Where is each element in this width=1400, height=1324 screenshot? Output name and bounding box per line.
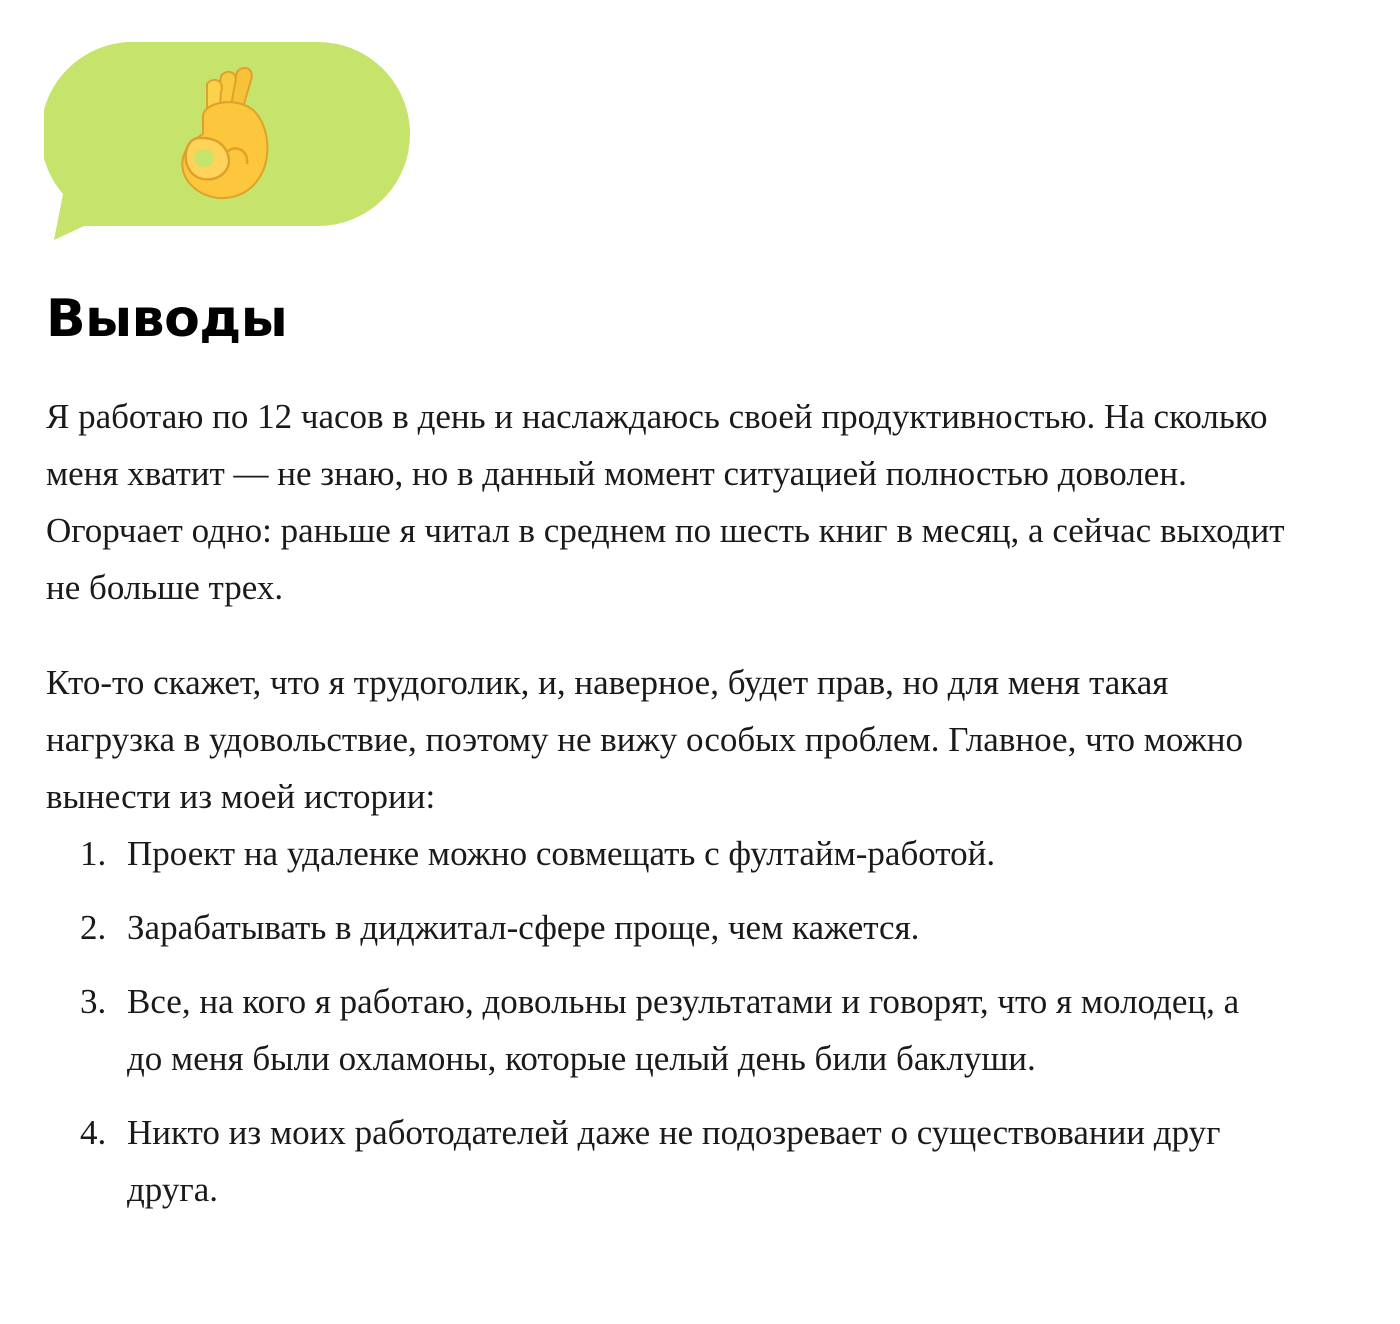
list-item <box>46 973 1257 1087</box>
conclusions-list <box>46 825 1346 1218</box>
list-item-text: Все, на кого я работаю, довольны результатами и говорят, что я молодец, а до меня были охламоны, которые целый день били баклуши. <box>127 982 1240 1078</box>
chat-bubble-shape <box>44 42 414 242</box>
page-heading: Выводы <box>46 289 288 349</box>
list-item <box>46 899 1257 956</box>
list-item-text: Зарабатывать в диджитал-сфере проще, чем кажется. <box>127 908 920 947</box>
list-item-number: 3. <box>80 982 107 1021</box>
list-item-text: Никто из моих работодателей даже не подозревает о существовании друг друга. <box>127 1113 1221 1209</box>
chat-bubble <box>44 42 414 242</box>
paragraph: Кто-то скажет, что я трудоголик, и, наверное, будет прав, но для меня такая нагрузка в удовольствие, поэтому не вижу особых проблем. Главное, что можно вынести из моей истории: <box>46 663 1243 816</box>
list-item-number: 2. <box>80 908 107 947</box>
list-item-number: 1. <box>80 834 107 873</box>
article-body <box>46 388 1346 1235</box>
list-item <box>46 1104 1257 1218</box>
list-item-number: 4. <box>80 1113 107 1152</box>
list-item <box>46 825 1257 882</box>
paragraph: Я работаю по 12 часов в день и наслаждаюсь своей продуктивностью. На сколько меня хватит — не знаю, но в данный момент ситуацией полностью доволен. Огорчает одно: раньше я читал в среднем по шесть книг в месяц, а сейчас выходит не больше трех. <box>46 397 1285 607</box>
list-item-text: Проект на удаленке можно совмещать с фултайм-работой. <box>127 834 996 873</box>
